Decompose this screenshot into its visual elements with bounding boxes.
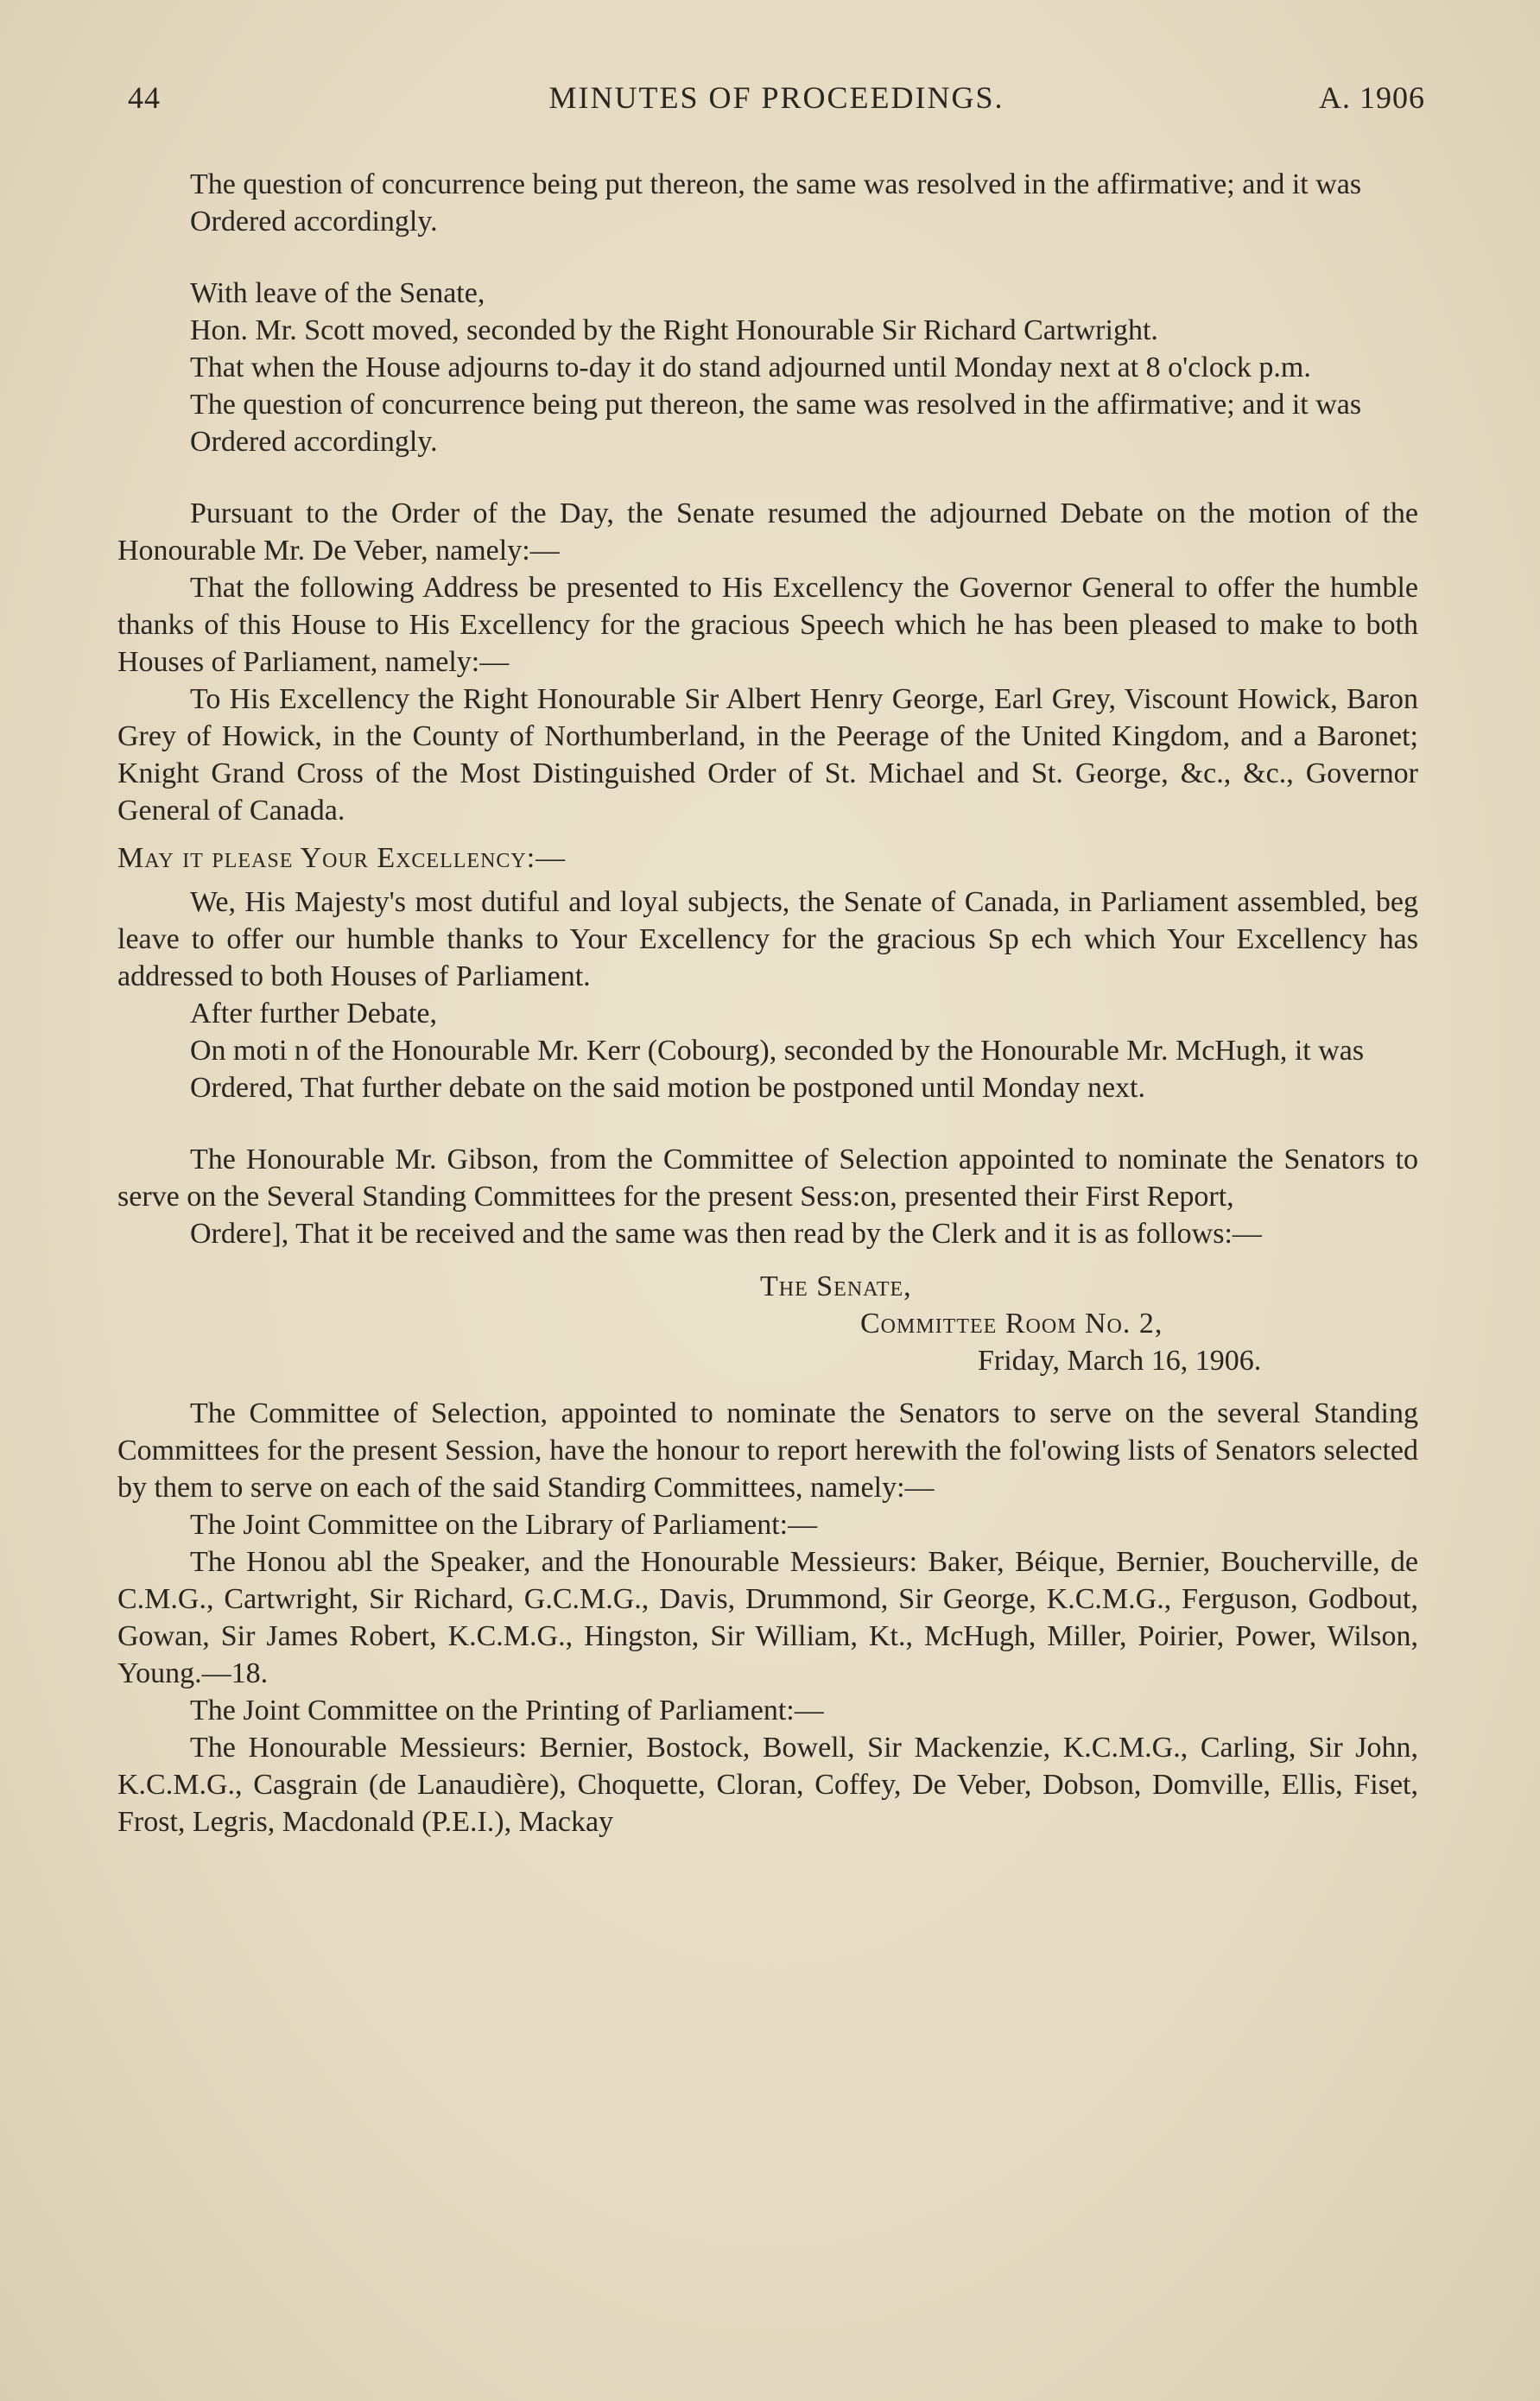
paragraph: To His Excellency the Right Honourable Sir Albert Henry George, Earl Grey, Viscount Howick, Baron Grey of Howick, in the County of Northumberland, in the Peerage of the United Kingdom, and a Baronet; Knight Grand Cross of the Most Distinguished Order of St. Michael and St. George, &c., &c., Governor General of Canada. — [117, 683, 1418, 827]
report-heading-date: Friday, March 16, 1906. — [978, 1345, 1262, 1377]
salutation: May it please Your Excellency:— — [117, 842, 567, 874]
paragraph: The question of concurrence being put thereon, the same was resolved in the affirmative; and it was — [190, 168, 1362, 200]
paragraph: The Joint Committee on the Library of Parliament:— — [190, 1509, 818, 1541]
running-title: MINUTES OF PROCEEDINGS. — [548, 80, 1004, 115]
paragraph: That when the House adjourns to-day it do stand adjourned until Monday next at 8 o'clock p.m. — [190, 352, 1311, 383]
paragraph: The Honourable Mr. Gibson, from the Committee of Selection appointed to nominate the Senators to serve on the Several Standing Committees for the present Sess:on, presented their First Report, — [117, 1143, 1418, 1213]
paragraph: The Honourable Messieurs: Bernier, Bostock, Bowell, Sir Mackenzie, K.C.M.G., Carling, Sir John, K.C.M.G., Casgrain (de Lanaudière), Choquette, Cloran, Coffey, De Veber, Dobson, Domville, Ellis, Fiset, Frost, Legris, Macdonald (P.E.I.), Mackay — [117, 1732, 1418, 1838]
paragraph: The Committee of Selection, appointed to nominate the Senators to serve on the several Standing Committees for the present Session, have the honour to report herewith the fol'owing lists of Senators selected by them to serve on each of the said Standirg Committees, namely:— — [117, 1397, 1418, 1504]
paragraph: With leave of the Senate, — [190, 277, 485, 309]
paragraph: The Joint Committee on the Printing of Parliament:— — [190, 1695, 824, 1726]
paragraph: Ordered accordingly. — [190, 206, 438, 238]
paragraph: Ordered, That further debate on the said motion be postponed until Monday next. — [190, 1072, 1145, 1104]
paragraph: Ordered accordingly. — [190, 426, 438, 458]
paragraph: The Honou abl the Speaker, and the Honourable Messieurs: Baker, Béique, Bernier, Boucherville, de C.M.G., Cartwright, Sir Richard, G.C.M.G., Davis, Drummond, Sir George, K.C.M.G., Ferguson, Godbout, Gowan, Sir James Robert, K.C.M.G., Hingston, Sir William, Kt., McHugh, Miller, Poirier, Power, Wilson, Young.—18. — [117, 1546, 1418, 1689]
paragraph: After further Debate, — [190, 998, 438, 1029]
paragraph: We, His Majesty's most dutiful and loyal subjects, the Senate of Canada, in Parliament assembled, beg leave to offer our humble thanks to Your Excellency for the gracious Sp ech which Your Excellency has addressed to both Houses of Parliament. — [117, 886, 1418, 992]
paragraph: Ordere], That it be received and the same was then read by the Clerk and it is as follows:— — [190, 1218, 1262, 1250]
page-header — [128, 79, 1425, 123]
page-number: 44 — [128, 80, 161, 115]
document-body — [117, 166, 1418, 1840]
paragraph: That the following Address be presented to His Excellency the Governor General to offer the humble thanks of this House to His Excellency for the gracious Speech which he has been pleased to make to both Houses of Parliament, namely:— — [117, 572, 1418, 678]
paragraph: The question of concurrence being put thereon, the same was resolved in the affirmative; and it was — [190, 389, 1362, 421]
session-year: A. 1906 — [1319, 80, 1425, 115]
report-heading-senate: The Senate, — [760, 1270, 912, 1302]
paragraph: On moti n of the Honourable Mr. Kerr (Cobourg), seconded by the Honourable Mr. McHugh, it was — [190, 1035, 1365, 1067]
paragraph: Hon. Mr. Scott moved, seconded by the Right Honourable Sir Richard Cartwright. — [190, 314, 1158, 346]
paragraph: Pursuant to the Order of the Day, the Senate resumed the adjourned Debate on the motion of the Honourable Mr. De Veber, namely:— — [117, 497, 1418, 567]
report-heading-room: Committee Room No. 2, — [860, 1308, 1163, 1340]
